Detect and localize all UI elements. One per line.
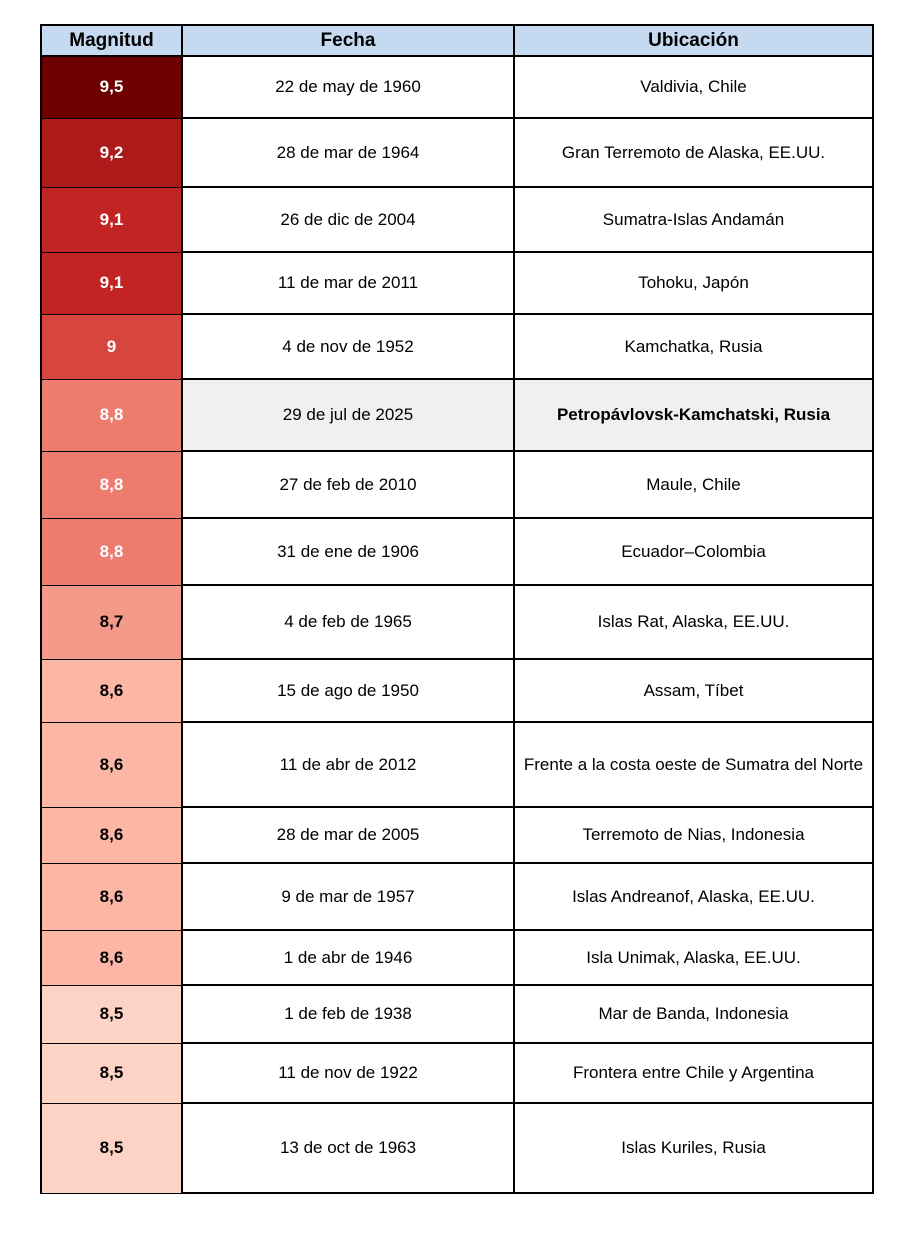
location-cell: Frente a la costa oeste de Sumatra del Norte	[514, 722, 873, 807]
location-cell: Islas Kuriles, Rusia	[514, 1103, 873, 1193]
date-cell: 9 de mar de 1957	[182, 863, 514, 930]
table-row	[41, 985, 873, 1043]
header-row	[41, 25, 873, 56]
location-cell: Sumatra-Islas Andamán	[514, 187, 873, 252]
location-cell: Petropávlovsk-Kamchatski, Rusia	[514, 379, 873, 451]
magnitude-cell: 8,7	[41, 585, 182, 659]
table-row	[41, 56, 873, 118]
header-location: Ubicación	[514, 25, 873, 56]
location-cell: Mar de Banda, Indonesia	[514, 985, 873, 1043]
date-cell: 11 de nov de 1922	[182, 1043, 514, 1103]
magnitude-cell: 9	[41, 314, 182, 379]
date-cell: 27 de feb de 2010	[182, 451, 514, 518]
date-cell: 4 de nov de 1952	[182, 314, 514, 379]
magnitude-cell: 8,5	[41, 1103, 182, 1193]
location-cell: Isla Unimak, Alaska, EE.UU.	[514, 930, 873, 985]
date-cell: 1 de abr de 1946	[182, 930, 514, 985]
header-magnitude: Magnitud	[41, 25, 182, 56]
date-cell: 13 de oct de 1963	[182, 1103, 514, 1193]
header-date: Fecha	[182, 25, 514, 56]
table-row	[41, 863, 873, 930]
date-cell: 29 de jul de 2025	[182, 379, 514, 451]
magnitude-cell: 8,6	[41, 807, 182, 863]
table-row	[41, 451, 873, 518]
location-cell: Tohoku, Japón	[514, 252, 873, 314]
magnitude-cell: 8,8	[41, 451, 182, 518]
table-row	[41, 930, 873, 985]
location-cell: Frontera entre Chile y Argentina	[514, 1043, 873, 1103]
date-cell: 15 de ago de 1950	[182, 659, 514, 722]
table-body	[41, 56, 873, 1193]
magnitude-cell: 8,5	[41, 1043, 182, 1103]
table-row	[41, 722, 873, 807]
magnitude-cell: 9,1	[41, 252, 182, 314]
earthquake-table	[40, 24, 874, 1194]
date-cell: 31 de ene de 1906	[182, 518, 514, 585]
date-cell: 11 de abr de 2012	[182, 722, 514, 807]
magnitude-cell: 8,6	[41, 863, 182, 930]
location-cell: Assam, Tíbet	[514, 659, 873, 722]
location-cell: Islas Andreanof, Alaska, EE.UU.	[514, 863, 873, 930]
location-cell: Maule, Chile	[514, 451, 873, 518]
table-row	[41, 252, 873, 314]
date-cell: 28 de mar de 1964	[182, 118, 514, 187]
table-row	[41, 1103, 873, 1193]
location-cell: Terremoto de Nias, Indonesia	[514, 807, 873, 863]
date-cell: 1 de feb de 1938	[182, 985, 514, 1043]
table-row	[41, 585, 873, 659]
location-cell: Ecuador–Colombia	[514, 518, 873, 585]
magnitude-cell: 9,5	[41, 56, 182, 118]
date-cell: 28 de mar de 2005	[182, 807, 514, 863]
magnitude-cell: 8,8	[41, 379, 182, 451]
location-cell: Islas Rat, Alaska, EE.UU.	[514, 585, 873, 659]
table-row	[41, 659, 873, 722]
table-row	[41, 1043, 873, 1103]
table-row	[41, 118, 873, 187]
date-cell: 26 de dic de 2004	[182, 187, 514, 252]
magnitude-cell: 8,8	[41, 518, 182, 585]
magnitude-cell: 8,5	[41, 985, 182, 1043]
date-cell: 11 de mar de 2011	[182, 252, 514, 314]
table-row	[41, 187, 873, 252]
table-row	[41, 518, 873, 585]
date-cell: 4 de feb de 1965	[182, 585, 514, 659]
magnitude-cell: 9,1	[41, 187, 182, 252]
magnitude-cell: 8,6	[41, 722, 182, 807]
date-cell: 22 de may de 1960	[182, 56, 514, 118]
magnitude-cell: 8,6	[41, 659, 182, 722]
magnitude-cell: 8,6	[41, 930, 182, 985]
table-row	[41, 314, 873, 379]
location-cell: Gran Terremoto de Alaska, EE.UU.	[514, 118, 873, 187]
location-cell: Kamchatka, Rusia	[514, 314, 873, 379]
table-row	[41, 807, 873, 863]
magnitude-cell: 9,2	[41, 118, 182, 187]
table-row	[41, 379, 873, 451]
location-cell: Valdivia, Chile	[514, 56, 873, 118]
